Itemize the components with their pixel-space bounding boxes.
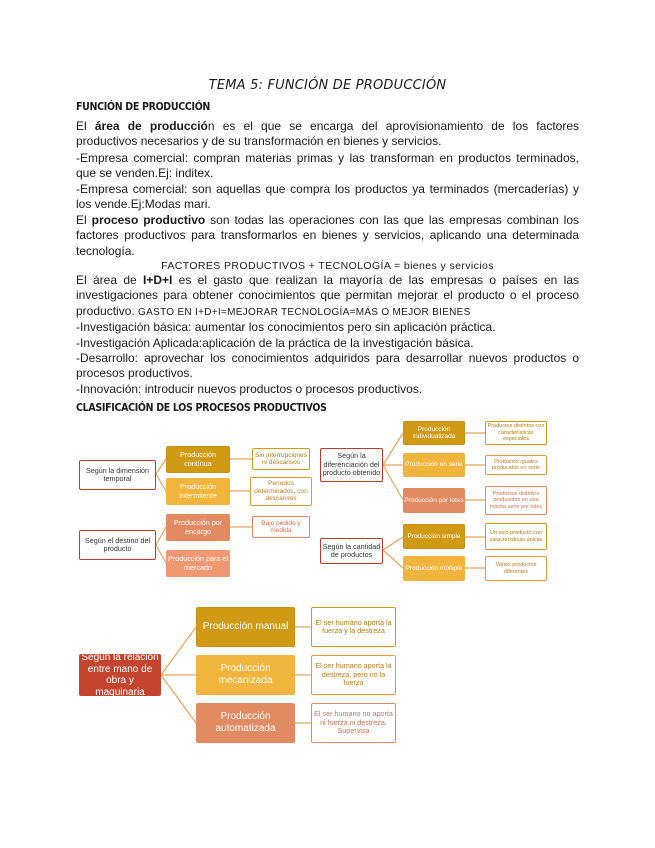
text-pre: El	[76, 213, 92, 227]
box-produccion-serie	[403, 453, 465, 477]
box-produccion-mercado	[166, 550, 230, 577]
desc-bajo-pedido	[252, 516, 310, 538]
label-cantidad-productos	[320, 538, 383, 564]
desc-text: Un solo producto con características únicas	[489, 530, 543, 543]
box-text: Producción en serie	[405, 461, 463, 469]
label-text: Según la dimensión temporal	[85, 465, 150, 483]
box-produccion-multiple	[403, 556, 465, 581]
label-destino-producto	[79, 530, 156, 560]
desc-un-solo-producto	[485, 523, 547, 550]
box-produccion-lotes	[403, 488, 465, 513]
page-title: TEMA 5: FUNCIÓN DE PRODUCCIÓN	[208, 78, 447, 93]
text-caps: GASTO EN I+D+I=MEJORAR TECNOLOGÍA=MÁS O MEJOR BIENES	[138, 306, 471, 318]
desc-destreza-no-fuerza	[311, 655, 396, 695]
desc-sin-interrupciones	[252, 448, 310, 470]
text-post: son todas las operaciones con las que las empresas combinan los factores productivos para transformarlos en bienes y servicios, aplicando una determinada tecnología.	[76, 213, 580, 258]
label-relacion-mano-obra	[79, 654, 161, 696]
paragraph-investigacion-aplicada: -Investigación Aplicada:aplicación de la práctica de la investigación básica.	[76, 336, 474, 350]
box-text: Producción mecanizada	[218, 663, 273, 686]
box-text: Producción manual	[202, 621, 289, 632]
box-text: Producción múltiple	[405, 564, 463, 572]
paragraph-empresa-comercial: -Empresa comercial: son aquellas que compra los productos ya terminados (mercaderías) y los vende.Ej:Modas mari.	[76, 182, 579, 212]
label-text: Según la cantidad de productos	[322, 541, 381, 559]
desc-text: Bajo pedido y medida	[261, 519, 301, 534]
label-dimension-temporal	[79, 460, 156, 490]
box-text: Producción contínua	[180, 450, 216, 468]
box-produccion-manual	[196, 607, 295, 647]
desc-text: Productos distintos producidos en una misma serie por lotes	[489, 490, 543, 510]
box-produccion-encargo	[166, 514, 230, 541]
box-text: Producción por encargo	[173, 518, 223, 536]
desc-text: Varios productos diferentes	[495, 562, 537, 575]
box-produccion-simple	[403, 524, 465, 549]
label-text: Según la relación entre mano de obra y maquinaria	[81, 652, 159, 698]
box-produccion-individualizada	[403, 421, 465, 445]
text-pre: El área de	[76, 273, 143, 287]
box-produccion-mecanizada	[196, 655, 295, 695]
box-produccion-continua	[166, 446, 230, 473]
desc-text: Productos iguales producidos en serie	[491, 458, 540, 471]
desc-text: Productos distintos con características especiales	[487, 423, 545, 443]
text-post: n es el que se encarga del aprovisionamiento de los factores productivos necesarios y de su transformación en bienes y servicios.	[76, 119, 579, 149]
box-produccion-intermitente	[166, 478, 230, 505]
paragraph-investigacion-basica: -Investigación básica: aumentar los conocimientos pero sin aplicación práctica.	[76, 320, 496, 334]
paragraph-innovacion: -Innovación: introducir nuevos productos o procesos productivos.	[76, 382, 423, 396]
desc-text: El ser humano aporta la fuerza y la destreza	[315, 617, 392, 635]
text-bold: I+D+I	[143, 273, 173, 287]
label-text: Según la diferenciación del producto obtenido	[322, 451, 381, 478]
box-text: Producción por lotes	[404, 496, 464, 504]
desc-text: Periodos determinados, con descansos	[254, 480, 308, 503]
box-text: Producción automatizada	[215, 711, 276, 734]
text-bold: proceso productivo	[91, 213, 206, 227]
box-text: Producción intermitente	[179, 482, 217, 500]
label-diferenciacion	[320, 448, 383, 482]
paragraph-empresa-industrial: -Empresa comercial: compran materias primas y las transforman en productos terminados, que se venden.Ej: inditex.	[76, 151, 579, 181]
formula-line: FACTORES PRODUCTIVOS + TECNOLOGÍA = bienes y servicios	[161, 260, 494, 272]
desc-fuerza-destreza	[311, 607, 396, 647]
desc-text: El ser humano no aporta ni fuerza ni destreza. Supervisa	[314, 709, 393, 736]
box-produccion-automatizada	[196, 703, 295, 743]
desc-varios-productos	[485, 556, 547, 581]
box-text: Producción para el mercado	[168, 554, 228, 572]
desc-productos-distintos	[485, 421, 547, 445]
label-text: Según el destino del producto	[84, 535, 151, 553]
paragraph-desarrollo: -Desarrollo: aprovechar los conocimientos adquiridos para desarrollar nuevos productos o procesos productivos.	[76, 351, 579, 381]
box-text: Producción individualizada	[412, 425, 456, 440]
section-heading-funcion: FUNCIÓN DE PRODUCCIÓN	[76, 101, 211, 113]
section-heading-clasificacion: CLASIFICACIÓN DE LOS PROCESOS PRODUCTIVOS	[76, 402, 327, 414]
desc-productos-lotes	[485, 486, 547, 515]
desc-periodos-determinados	[250, 477, 312, 506]
text-pre: El	[76, 119, 95, 133]
text-post: es el gasto que realizan la mayoría de las empresas o países en las investigaciones para obtener conocimientos que permitan mejorar el producto o el proceso productivo.	[76, 273, 579, 318]
text-bold: área de producció	[94, 119, 208, 133]
desc-text: El ser humano aporta la destreza, pero no la fuerza	[315, 661, 392, 688]
box-text: Producción simple	[407, 532, 461, 540]
desc-productos-iguales	[485, 455, 547, 475]
desc-supervisa	[311, 703, 396, 743]
desc-text: Sin interrupciones ni descansos	[254, 451, 308, 466]
